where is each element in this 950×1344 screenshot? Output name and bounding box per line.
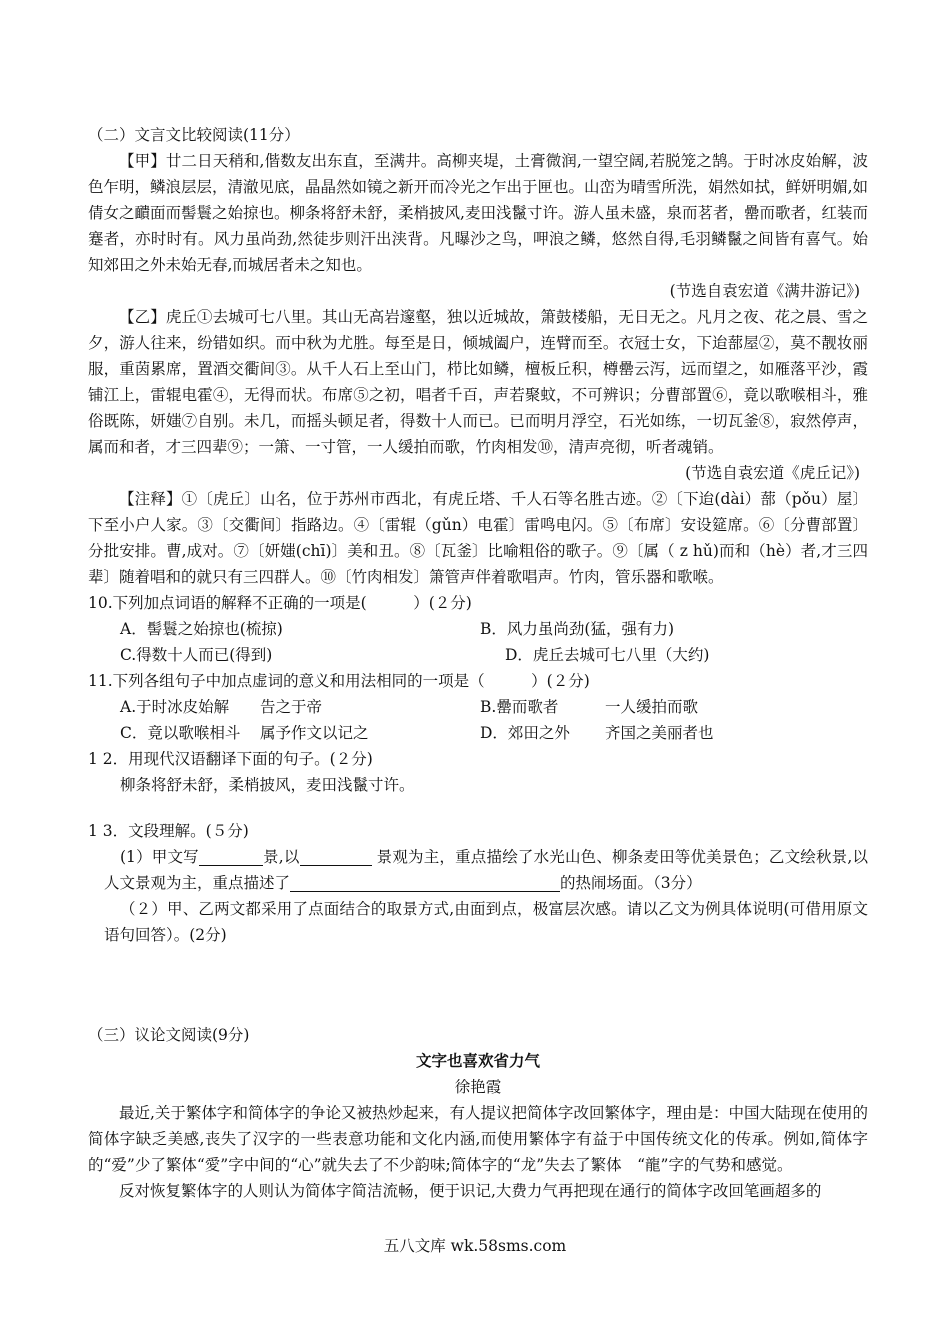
passage-jia-source: (节选自袁宏道《满井游记》): [669, 282, 860, 300]
article-paragraph-1: 最近,关于繁体字和简体字的争论又被热炒起来，有人提议把简体字改回繁体字，理由是：中国大陆现在使用的简体字缺乏美感,丧失了汉字的一些表意功能和文化内涵,而使用繁体字有益于中国传统文化的传承。例如,简体字的“爱”少了繁体“愛”字中间的“心”就失去了不少韵味;简体字的“龙”失去了繁体 “龍”字的气势和感觉。: [88, 1104, 868, 1174]
q11-option-c-1: C．竟以歌喉相斗: [120, 724, 241, 742]
question-10-options-row2: [88, 642, 868, 668]
question-11-stem: 11.下列各组句子中加点虚词的意义和用法相同的一项是（ ）(２分): [88, 672, 590, 690]
footer-watermark: 五八文库 wk.58sms.com: [383, 1237, 567, 1255]
answer-blank-landscape[interactable]: [300, 847, 372, 866]
page-content: [88, 122, 868, 1204]
question-13-stem: 1 3．文段理解。(５分): [88, 822, 249, 840]
passage-yi-source: (节选自袁宏道《虎丘记》): [685, 464, 860, 482]
question-11-options-row2: [88, 720, 868, 746]
q11-option-a-2: 告之于帝: [260, 698, 323, 716]
article-author: 徐艳霞: [454, 1078, 502, 1096]
q11-option-d-2: 齐国之美丽者也: [605, 724, 714, 742]
q11-option-b-1: B.罍而歌者: [480, 698, 559, 716]
question-10-options-row1: [88, 616, 868, 642]
q10-option-b: B．风力虽尚劲(猛，强有力): [480, 620, 674, 638]
question-12-stem: 1 2．用现代汉语翻译下面的句子。(２分): [88, 750, 373, 768]
q10-option-c: C.得数十人而已(得到): [120, 646, 273, 664]
passage-jia: 【甲】廿二日天稍和,偕数友出东直，至满井。高柳夹堤，土膏微润,一望空阔,若脱笼之鹄。于时冰皮始解，波色乍明，鳞浪层层，清澈见底，晶晶然如镜之新开而冷光之乍出于匣也。山峦为晴雪所洗，娟然如拭，鲜妍明媚,如倩女之靧面而髻鬟之始掠也。柳条将舒未舒，柔梢披风,麦田浅鬣寸许。游人虽未盛，泉而茗者，罍而歌者，红装而蹇者，亦时时有。风力虽尚劲,然徒步则汗出浃背。凡曝沙之鸟，呷浪之鳞，悠然自得,毛羽鳞鬣之间皆有喜气。始知郊田之外未始无春,而城居者未之知也。: [88, 152, 868, 274]
question-10-stem: 10.下列加点词语的解释不正确的一项是( ）(２分): [88, 594, 472, 612]
question-11-options-row1: [88, 694, 868, 720]
q11-option-d-1: D．郊田之外: [480, 724, 570, 742]
question-13-part2: （２）甲、乙两文都采用了点面结合的取景方式,由面到点，极富层次感。请以乙文为例具体说明(可借用原文语句回答）。(2分): [104, 900, 868, 944]
section3-heading: （三）议论文阅读(9分): [88, 1026, 250, 1044]
section2-heading: （二）文言文比较阅读(11分）: [88, 126, 300, 144]
answer-blank-season[interactable]: [199, 847, 263, 866]
q11-option-b-2: 一人缓拍而歌: [605, 698, 699, 716]
passage-yi: 【乙】虎丘①去城可七八里。其山无高岩邃壑，独以近城故，箫鼓楼船，无日无之。凡月之夜、花之晨、雪之夕，游人往来，纷错如织。而中秋为尤胜。每至是日，倾城阖户，连臂而至。衣冠士女，下迨蔀屋②，莫不靓妆丽服，重茵累席，置酒交衢间③。从千人石上至山门，栉比如鳞，檀板丘积，樽罍云泻，远而望之，如雁落平沙，霞铺江上，雷辊电霍④，无得而状。布席⑤之初，唱者千百，声若聚蚊，不可辨识；分曹部置⑥，竟以歌喉相斗，雅俗既陈，妍媸⑦自别。未几，而摇头顿足者，得数十人而已。已而明月浮空，石光如练，一切瓦釜⑧，寂然停声，属而和者，才三四辈⑨；一箫、一寸管，一人缓拍而歌，竹肉相发⑩，清声亮彻，听者魂销。: [88, 308, 868, 456]
q11-option-c-2: 属予作文以记之: [260, 724, 369, 742]
question-12-sentence: 柳条将舒未舒，柔梢披风，麦田浅鬣寸许。: [120, 776, 415, 794]
article-title: 文字也喜欢省力气: [415, 1051, 540, 1070]
q11-option-a-1: A.于时冰皮始解: [120, 698, 230, 716]
q10-option-d: D．虎丘去城可七八里（大约): [505, 646, 710, 664]
answer-blank-scene[interactable]: [290, 873, 560, 892]
q10-option-a: A．髻鬟之始掠也(梳掠): [120, 620, 283, 638]
article-paragraph-2: 反对恢复繁体字的人则认为简体字简洁流畅，便于识记,大费力气再把现在通行的简体字改回笔画超多的: [119, 1182, 822, 1200]
question-13-part1: (1）甲文写 景,以 景观为主，重点描绘了水光山色、柳条麦田等优美景色；乙文绘秋景,以人文景观为主，重点描述了 的热闹场面。（3分）: [104, 848, 868, 892]
annotation-notes: 【注释】①〔虎丘〕山名，位于苏州市西北，有虎丘塔、千人石等名胜古迹。②〔下迨(dài）蔀（pǒu）屋〕下至小户人家。③〔交衢间〕指路边。④〔雷辊（gǔn）电霍〕雷鸣电闪。⑤〔布席〕安设筵席。⑥〔分曹部置〕分批安排。曹,成对。⑦〔妍媸(chī)〕美和丑。⑧〔瓦釜〕比喻粗俗的歌子。⑨〔属（ z hǔ)而和（hè）者,才三四辈〕随着唱和的就只有三四群人。⑩〔竹肉相发〕箫管声伴着歌唱声。竹肉，管乐器和歌喉。: [88, 490, 868, 586]
